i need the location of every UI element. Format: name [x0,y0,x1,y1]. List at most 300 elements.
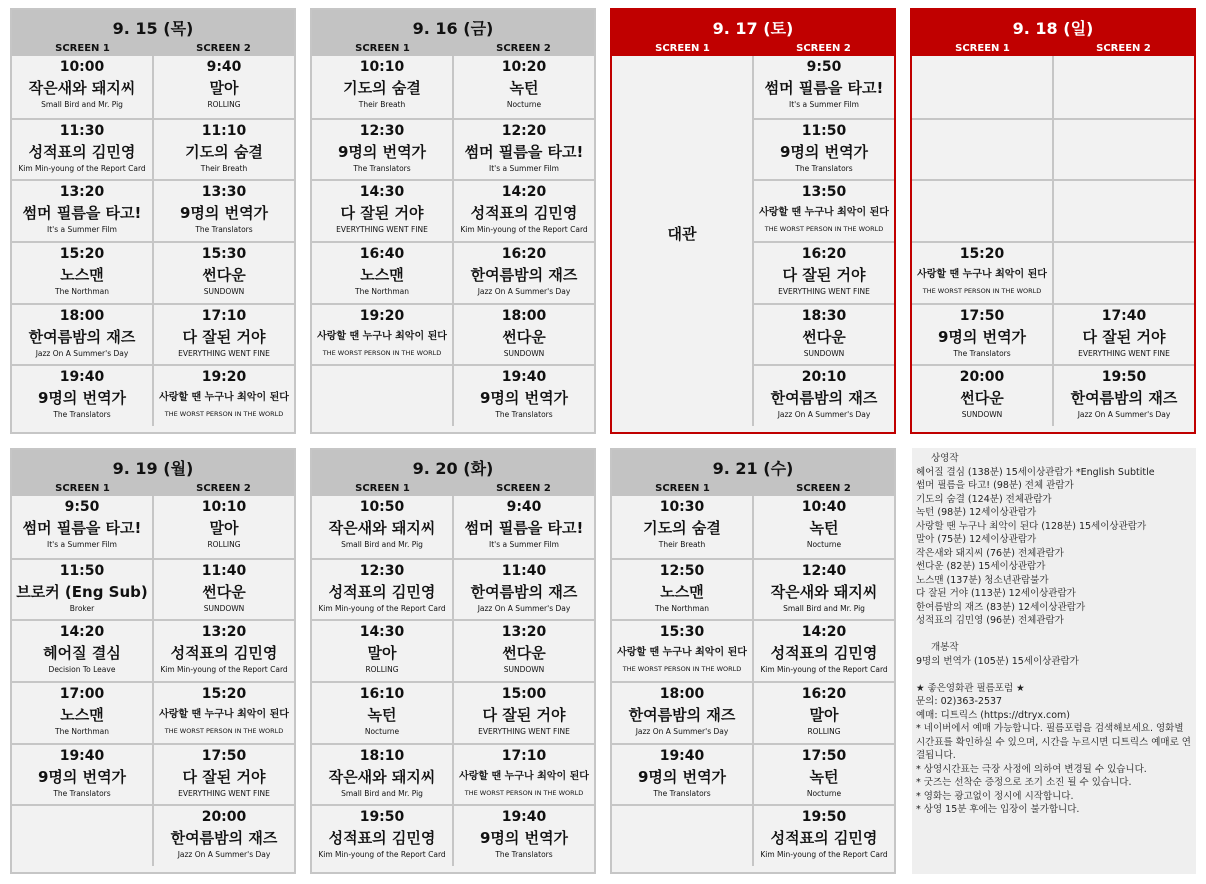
showtime-slot[interactable] [312,496,452,558]
film-title-korean: 작은새와 돼지씨 [328,767,436,786]
film-title-korean: 성적표의 김민영 [770,644,878,663]
screen-column [152,496,294,866]
showtime-slot[interactable] [754,118,894,180]
screen-label: SCREEN 1 [655,43,710,54]
day-date: 9. 15 (목) [112,19,194,38]
film-title-korean: 한여름밤의 재즈 [628,705,736,724]
showtime-slot[interactable] [312,56,452,118]
showtime-slot[interactable] [154,804,294,866]
showtime: 10:00 [59,59,105,75]
film-title-english: The Translators [195,225,253,235]
film-title-english: THE WORST PERSON IN THE WORLD [322,348,442,357]
film-title-english: Jazz On A Summer's Day [177,850,271,860]
film-title-english: Jazz On A Summer's Day [35,348,129,358]
notes-list [916,722,1192,817]
film-title-korean: 성적표의 김민영 [470,204,578,223]
showtime: 17:00 [59,685,105,702]
showtime-slot[interactable] [312,241,452,303]
film-title-english: EVERYTHING WENT FINE [1078,348,1170,358]
film-title-english: Small Bird and Mr. Pig [341,788,423,798]
film-title-korean: 다 잘된 거야 [182,767,266,786]
film-title-english: Their Breath [358,100,406,109]
film-title-korean: 9명의 번역가 [179,204,269,223]
film-title-korean: 녹턴 [367,705,397,724]
film-title-english: The Translators [53,410,111,420]
opening-title: 개봉작 [931,642,959,653]
empty-slot [1054,179,1194,241]
film-title-english: Jazz On A Summer's Day [1077,410,1171,420]
showtime: 19:20 [201,369,247,386]
screen-column [612,496,752,866]
showtime-slot[interactable] [754,56,894,118]
showtime-slot[interactable] [454,804,594,866]
showtime-slot[interactable] [154,303,294,365]
showtime-slot[interactable] [454,56,594,118]
film-title-korean: 성적표의 김민영 [328,829,436,848]
day-date: 9. 18 (일) [1012,19,1094,38]
showtime-slot[interactable] [754,558,894,620]
film-title-korean: 다 잘된 거야 [340,204,424,223]
showtime-slot[interactable] [612,743,752,805]
showtime: 14:20 [59,624,105,641]
film-title-english: Jazz On A Summer's Day [477,286,571,296]
showtime-slot[interactable] [454,241,594,303]
film-title-korean: 말아 [209,519,239,537]
showtime: 15:30 [659,624,705,641]
screen-label: SCREEN 2 [196,483,251,494]
empty-slot [1054,241,1194,303]
film-title-korean: 한여름밤의 재즈 [770,389,878,408]
showtime: 11:10 [201,122,247,139]
film-title-korean: 노스맨 [360,265,404,284]
now-showing-list [916,466,1192,628]
showtime-slot[interactable] [754,496,894,558]
screen-label: SCREEN 1 [955,43,1010,54]
showtime: 16:10 [359,685,405,702]
film-title-english: Kim Min-young of the Report Card [318,603,446,613]
showtime-slot[interactable] [312,619,452,681]
showtime-slot[interactable] [1054,364,1194,426]
info-line: * 굿즈는 선착순 증정으로 조기 소진 될 수 있습니다. [916,777,1132,788]
film-title-english: Kim Min-young of the Report Card [18,163,146,173]
showtime-slot[interactable] [1054,303,1194,365]
showtime: 9:50 [806,59,842,75]
showtime: 13:30 [201,184,247,201]
film-title-english: Kim Min-young of the Report Card [760,665,888,675]
film-title-english: Nocturne [364,726,400,736]
empty-slot [1054,56,1194,118]
day-date: 9. 17 (토) [712,19,794,38]
film-title-korean: 다 잘된 거야 [182,327,266,346]
showtime-slot[interactable] [12,56,152,118]
film-title-korean: 녹턴 [809,767,839,786]
empty-slot [312,364,452,426]
showtime: 15:20 [201,685,247,702]
showtime: 17:40 [1101,307,1147,324]
film-title-korean: 썸머 필름을 타고! [22,519,142,537]
film-title-korean: 작은새와 돼지씨 [28,79,136,97]
film-title-english: Jazz On A Summer's Day [777,410,871,420]
showtime: 15:00 [501,685,547,702]
film-title-english: It's a Summer Film [489,163,559,173]
film-title-korean: 브로커 (Eng Sub) [16,582,148,601]
film-title-english: SUNDOWN [503,665,545,675]
screen-label: SCREEN 1 [55,483,110,494]
screen-label: SCREEN 2 [496,483,551,494]
showtime-slot[interactable] [12,179,152,241]
showtime: 14:30 [359,184,405,201]
showtime: 14:20 [501,184,547,201]
film-title-korean: 썬다운 [202,265,246,284]
film-title-korean: 썬다운 [802,327,846,346]
now-showing-title: 상영작 [931,453,959,464]
showtime: 14:20 [801,624,847,641]
showtime-slot[interactable] [154,496,294,558]
theater-name: ★ 좋은영화관 필름포럼 ★ [916,682,1025,694]
film-title-korean: 한여름밤의 재즈 [170,829,278,848]
film-title-korean: 작은새와 돼지씨 [770,582,878,601]
showtime: 11:50 [801,122,847,139]
film-title-korean: 다 잘된 거야 [482,705,566,724]
showtime-slot[interactable] [312,681,452,743]
showtime-slot[interactable] [312,804,452,866]
film-title-korean: 9명의 번역가 [779,142,869,161]
showtime-slot[interactable] [12,681,152,743]
showtime-slot[interactable] [12,743,152,805]
film-title-korean: 말아 [209,79,239,97]
screen-columns [312,496,594,866]
showtime: 16:40 [359,245,405,262]
empty-slot [12,804,152,866]
film-title-korean: 다 잘된 거야 [1082,327,1166,346]
showtime: 10:20 [501,59,547,75]
film-title-korean: 노스맨 [60,705,104,724]
showtime-slot[interactable] [454,619,594,681]
showtime-slot[interactable] [12,241,152,303]
film-title-korean: 기도의 숨결 [643,519,721,537]
showtime-slot[interactable] [154,118,294,180]
showtime-slot[interactable] [612,681,752,743]
showtime: 18:30 [801,307,847,324]
empty-slot [912,179,1052,241]
showtime-slot[interactable] [754,681,894,743]
film-title-korean: 기도의 숨결 [185,142,263,161]
film-title-english: Decision To Leave [48,665,116,675]
info-line: 성적표의 김민영 (96분) 전체관람가 [916,615,1064,626]
film-title-korean: 노스맨 [60,265,104,284]
film-title-english: THE WORST PERSON IN THE WORLD [764,225,884,234]
film-title-english: SUNDOWN [961,410,1003,420]
day-schedule [10,448,296,874]
showtime-slot[interactable] [154,681,294,743]
showtime: 20:00 [201,809,247,826]
film-title-korean: 헤어질 결심 [43,644,121,663]
showtime-slot[interactable] [754,303,894,365]
film-title-korean: 썸머 필름을 타고! [464,519,584,537]
film-title-korean: 녹턴 [809,519,839,537]
film-title-english: THE WORST PERSON IN THE WORLD [622,665,742,674]
showtime: 17:50 [959,307,1005,324]
info-line: 썸머 필름을 타고! (98분) 전체 관람가 [916,480,1074,491]
showtime-slot[interactable] [454,496,594,558]
screen-columns [12,56,294,426]
showtime: 16:20 [801,685,847,702]
showtime-slot[interactable] [312,558,452,620]
film-title-english: THE WORST PERSON IN THE WORLD [164,726,284,735]
film-title-korean: 작은새와 돼지씨 [328,519,436,537]
screen-label: SCREEN 2 [496,43,551,54]
showtime: 20:00 [959,369,1005,386]
showtime-slot[interactable] [12,496,152,558]
showtime-slot[interactable] [154,364,294,426]
film-title-english: Jazz On A Summer's Day [635,726,729,736]
film-title-english: THE WORST PERSON IN THE WORLD [464,788,584,797]
day-schedule [310,8,596,434]
showtime: 9:40 [506,499,542,515]
showtime-slot[interactable] [912,241,1052,303]
film-title-english: Kim Min-young of the Report Card [460,225,588,235]
screen-columns [312,56,594,426]
showtime-slot[interactable] [754,804,894,866]
showtime-slot[interactable] [754,241,894,303]
film-title-english: Kim Min-young of the Report Card [160,665,288,675]
film-title-english: The Translators [795,163,853,173]
day-schedule [610,448,896,874]
showtime-slot[interactable] [154,558,294,620]
film-title-english: SUNDOWN [503,348,545,358]
private-rental-label: 대관 [667,224,697,243]
empty-slot [912,56,1052,118]
film-title-english: The Translators [353,163,411,173]
film-title-english: Small Bird and Mr. Pig [783,603,865,613]
showtime: 13:50 [801,184,847,201]
screen-labels [312,482,594,496]
screen-labels [312,42,594,56]
showtime: 17:50 [201,747,247,764]
day-date: 9. 19 (월) [112,459,194,478]
showtime-slot[interactable] [454,364,594,426]
showtime: 18:00 [659,685,705,702]
screen-labels [12,482,294,496]
screen-label: SCREEN 1 [355,483,410,494]
screen-labels [612,482,894,496]
day-schedule [10,8,296,434]
showtime-slot[interactable] [754,179,894,241]
film-title-korean: 기도의 숨결 [343,79,421,97]
info-line: 썬다운 (82분) 15세이상관람가 [916,561,1046,572]
film-title-english: Nocturne [806,540,842,549]
showtime: 14:30 [359,624,405,641]
showtime-slot[interactable] [12,558,152,620]
film-title-english: It's a Summer Film [47,540,117,549]
film-title-english: SUNDOWN [203,603,245,613]
showtime-slot[interactable] [154,619,294,681]
showtime-slot[interactable] [154,743,294,805]
screen-column [312,496,452,866]
screen-column [1052,56,1194,426]
showtime: 19:40 [659,747,705,764]
film-title-english: Small Bird and Mr. Pig [41,100,123,109]
film-title-english: EVERYTHING WENT FINE [178,348,270,358]
day-date: 9. 21 (수) [712,459,794,478]
film-title-english: THE WORST PERSON IN THE WORLD [922,286,1042,295]
showtime-slot[interactable] [454,558,594,620]
showtime: 10:30 [659,499,705,515]
film-title-english: Their Breath [200,163,248,173]
screen-column [12,56,152,426]
film-title-english: Kim Min-young of the Report Card [318,850,446,860]
showtime-slot[interactable] [612,619,752,681]
info-panel [912,448,1196,874]
showtime-slot[interactable] [454,118,594,180]
screen-label: SCREEN 2 [796,483,851,494]
film-title-korean: 한여름밤의 재즈 [28,327,136,346]
day-schedule [610,8,896,434]
showtime-slot[interactable] [154,56,294,118]
film-title-korean: 사랑할 땐 누구나 최악이 된다 [759,207,889,219]
showtime: 16:20 [501,245,547,262]
day-header [12,450,294,496]
showtime-slot[interactable] [912,364,1052,426]
info-line: * 네이버에서 예매 가능합니다. 필름포럼을 검색해보세요. 영화별 시간표를 확인하실 수 있으며, 시간을 누르시면 디트릭스 예매로 연결됩니다. [916,723,1191,761]
film-title-korean: 한여름밤의 재즈 [470,582,578,601]
showtime: 19:40 [501,809,547,826]
showtime-slot[interactable] [754,619,894,681]
film-title-english: The Northman [355,286,409,296]
info-line: 9명의 번역가 (105분) 15세이상관람가 [916,655,1079,667]
film-title-english: Nocturne [806,788,842,798]
showtime: 11:30 [59,122,105,139]
film-title-english: ROLLING [365,665,399,675]
film-title-english: The Translators [653,788,711,798]
screen-column [452,496,594,866]
info-line: 작은새와 돼지씨 (76분) 전체관람가 [916,547,1064,559]
screen-labels [612,42,894,56]
showtime: 9:50 [64,499,100,515]
showtime: 11:40 [501,562,547,579]
screen-column [312,56,452,426]
screen-columns [12,496,294,866]
day-header [12,10,294,56]
info-line: * 영화는 광고없이 정시에 시작합니다. [916,790,1074,802]
showtime: 19:50 [801,809,847,826]
day-schedule [910,8,1196,434]
showtime-slot[interactable] [312,743,452,805]
showtime-slot[interactable] [154,241,294,303]
showtime: 13:20 [201,624,247,641]
showtime: 19:40 [501,369,547,386]
film-title-korean: 성적표의 김민영 [328,582,436,601]
info-line: 헤어질 결심 (138분) 15세이상관람가 *English Subtitle [916,466,1155,478]
film-title-english: The Translators [953,348,1011,358]
info-line: 말아 (75분) 12세이상관람가 [916,534,1037,545]
showtime: 10:10 [359,59,405,75]
showtime-slot[interactable] [754,743,894,805]
showtime: 15:30 [201,245,247,262]
film-title-english: ROLLING [207,100,241,109]
showtime: 12:30 [359,562,405,579]
showtime: 12:30 [359,122,405,139]
film-title-english: It's a Summer Film [789,100,859,109]
showtime-slot[interactable] [454,743,594,805]
film-title-english: Nocturne [506,100,542,109]
day-date: 9. 16 (금) [412,19,494,38]
film-title-english: Small Bird and Mr. Pig [341,540,423,549]
day-header [912,10,1194,56]
film-title-korean: 사랑할 땐 누구나 최악이 된다 [159,392,289,404]
day-header [312,10,594,56]
film-title-korean: 성적표의 김민영 [28,142,136,161]
film-title-korean: 썸머 필름을 타고! [764,79,884,97]
film-title-korean: 9명의 번역가 [937,327,1027,346]
showtime-slot[interactable] [912,303,1052,365]
film-title-korean: 녹턴 [509,79,539,97]
day-header [312,450,594,496]
film-title-korean: 9명의 번역가 [337,142,427,161]
film-title-english: The Translators [495,410,553,420]
screen-label: SCREEN 2 [1096,43,1151,54]
film-title-english: It's a Summer Film [47,225,117,235]
showtime-slot[interactable] [454,303,594,365]
film-title-english: The Translators [495,850,553,860]
screen-label: SCREEN 1 [355,43,410,54]
screen-label: SCREEN 1 [55,43,110,54]
film-title-english: THE WORST PERSON IN THE WORLD [164,410,284,419]
day-header [612,10,894,56]
showtime-slot[interactable] [312,118,452,180]
film-title-korean: 사랑할 땐 누구나 최악이 된다 [317,330,447,342]
showtime-slot[interactable] [754,364,894,426]
showtime-slot[interactable] [12,619,152,681]
film-title-korean: 성적표의 김민영 [770,829,878,848]
film-title-english: ROLLING [807,726,841,736]
showtime-slot[interactable] [12,303,152,365]
showtime-slot[interactable] [312,179,452,241]
film-title-english: It's a Summer Film [489,540,559,549]
showtime-slot[interactable] [612,496,752,558]
showtime-slot[interactable] [12,364,152,426]
showtime: 19:50 [359,809,405,826]
film-title-english: EVERYTHING WENT FINE [478,726,570,736]
film-title-korean: 사랑할 땐 누구나 최악이 된다 [159,708,289,720]
showtime-slot[interactable] [454,179,594,241]
film-title-korean: 말아 [809,705,839,724]
screen-labels [12,42,294,56]
booking-info: 예매: 디트릭스 (https://dtryx.com) [916,709,1070,721]
showtime-slot[interactable] [154,179,294,241]
info-line: * 상영시간표는 극장 사정에 의하여 변경될 수 있습니다. [916,763,1147,775]
film-title-korean: 썬다운 [502,327,546,346]
showtime-slot[interactable] [454,681,594,743]
info-line: 기도의 숨결 (124분) 전체관람가 [916,493,1052,505]
showtime-slot[interactable] [312,303,452,365]
showtime-slot[interactable] [612,558,752,620]
film-title-korean: 9명의 번역가 [37,389,127,408]
film-title-english: Jazz On A Summer's Day [477,603,571,613]
film-title-english: SUNDOWN [203,286,245,296]
screen-columns [912,56,1194,426]
film-title-korean: 말아 [367,644,397,663]
film-title-english: The Northman [55,286,109,296]
contact-info: 문의: 02)363-2537 [916,696,1003,707]
showtime: 19:40 [59,747,105,764]
showtime: 15:20 [59,245,105,262]
showtime-slot[interactable] [12,118,152,180]
showtime: 17:10 [501,747,547,764]
info-line: 녹턴 (98분) 12세이상관람가 [916,507,1037,518]
showtime: 16:20 [801,245,847,262]
showtime: 11:50 [59,562,105,579]
